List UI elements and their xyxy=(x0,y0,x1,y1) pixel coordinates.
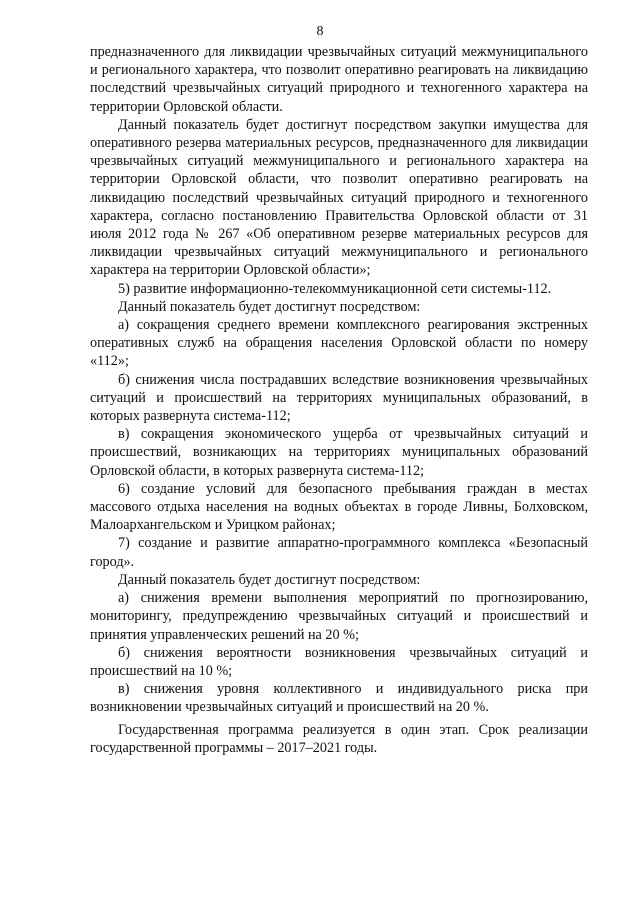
page-number: 8 xyxy=(316,24,324,39)
document-body xyxy=(90,43,588,757)
paragraph-subitem-b: б) снижения числа пострадавших вследствие возникновения чрезвычайных ситуаций и происшествий на территориях муниципальных образований, в которых развернута система-112; xyxy=(90,371,588,425)
paragraph-subitem-v-2: в) снижения уровня коллективного и индивидуального риска при возникновении чрезвычайных ситуаций и происшествий на 20 %. xyxy=(90,681,588,716)
paragraph-program-term: Государственная программа реализуется в один этап. Срок реализации государственной программы – 2017–2021 годы. xyxy=(90,721,588,756)
paragraph-subitem-a-2: а) снижения времени выполнения мероприятий по прогнозированию, мониторингу, предупреждению чрезвычайных ситуаций и происшествий и принятия управленческих решений на 20 %; xyxy=(90,590,588,643)
paragraph-achieved-by: Данный показатель будет достигнут посредством: xyxy=(118,298,421,315)
paragraph-reserve-procurement: Данный показатель будет достигнут посредством закупки имущества для оперативного резерва материальных ресурсов, предназначенного для ликвидации чрезвычайных ситуаций межмуниципального и регионального характера на территории Орловской области, что позволит оперативно реагировать на ликвидацию последствий чрезвычайных ситуаций природного и техногенного характера, согласно постановлению Правительства Орловской области от 31 июля 2012 года № 267 «Об оперативном резерве материальных ресурсов для ликвидации чрезвычайных ситуаций межмуниципального и регионального характера на территории Орловской области»; xyxy=(90,116,588,279)
paragraph-subitem-a: а) сокращения среднего времени комплексного реагирования экстренных оперативных служб на обращения населения Орловской области по номеру «112»; xyxy=(90,317,588,370)
paragraph-subitem-v: в) сокращения экономического ущерба от чрезвычайных ситуаций и происшествий, возникающих на территориях муниципальных образований Орловской области, в которых развернута система-112; xyxy=(90,426,588,479)
paragraph-subitem-b-2: б) снижения вероятности возникновения чрезвычайных ситуаций и происшествий на 10 %; xyxy=(90,644,588,679)
paragraph-continuation: предназначенного для ликвидации чрезвычайных ситуаций межмуниципального и регионального характера, что позволит оперативно реагировать на ликвидацию последствий чрезвычайных ситуаций природного и техногенного характера на территории Орловской области. xyxy=(90,44,588,115)
paragraph-achieved-by-2: Данный показатель будет достигнут посредством: xyxy=(118,571,421,588)
paragraph-item-6: 6) создание условий для безопасного пребывания граждан в местах массового отдыха населения на водных объектах в городе Ливны, Болховском, Малоархангельском и Урицком районах; xyxy=(90,480,588,534)
paragraph-item-7: 7) создание и развитие аппаратно-программного комплекса «Безопасный город». xyxy=(90,535,588,570)
paragraph-item-5: 5) развитие информационно-телекоммуникационной сети системы-112. xyxy=(118,280,552,297)
